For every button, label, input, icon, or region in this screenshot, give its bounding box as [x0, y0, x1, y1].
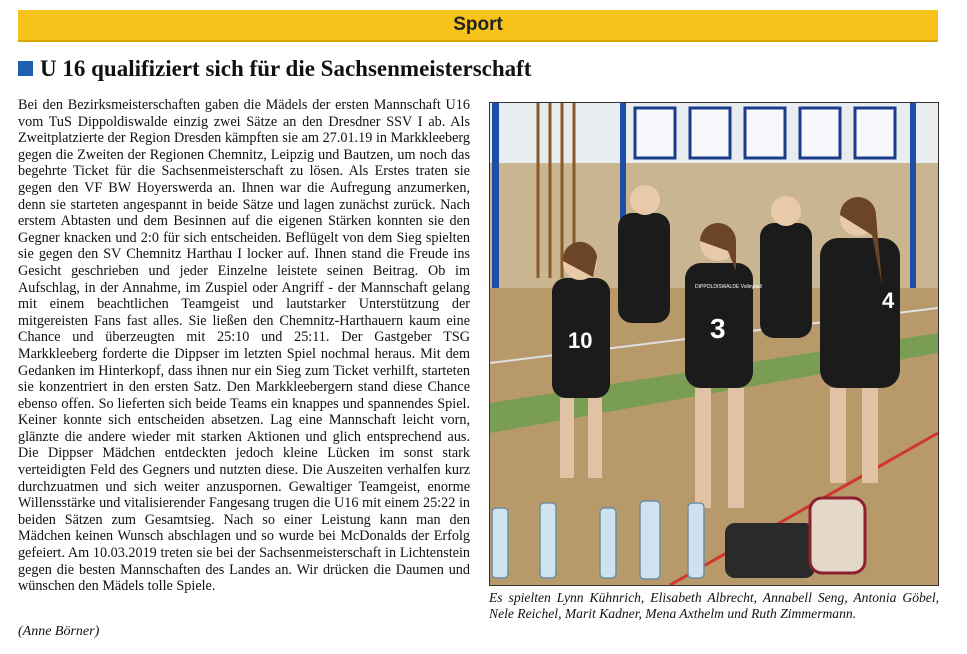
- article-headline: [18, 54, 918, 84]
- title-square-icon: [18, 61, 33, 76]
- jersey-team-text: DIPPOLDISWALDE Volleyball: [695, 284, 762, 290]
- article-author: (Anne Börner): [18, 624, 100, 639]
- jersey-number-3: 3: [710, 313, 726, 344]
- jersey-number-4: 4: [882, 288, 895, 313]
- team-photo: [489, 102, 939, 586]
- article-title: U 16 qualifiziert sich für die Sachsenmeisterschaft: [40, 56, 532, 81]
- section-label: Sport: [453, 14, 503, 35]
- team-photo-illustration: [490, 103, 938, 585]
- photo-caption: Es spielten Lynn Kühnrich, Elisabeth Albrecht, Annabell Seng, Antonia Göbel, Nele Reichel, Marit Kadner, Mena Axthelm und Ruth Zimmermann.: [489, 590, 939, 621]
- article-body: Bei den Bezirksmeisterschaften gaben die Mädels der ersten Mannschaft U16 vom TuS Dippoldiswalde einzig zwei Sätze an den Dresdner SSV I ab. Als Zweitplatzierte der Region Dresden kämpften sie am 27.01.19 in Markkleeberg gegen die Zweiten der Regionen Chemnitz, Leipzig und Bautzen, um noch das begehrte Ticket für die Sachsenmeisterschaft zu lösen. Als Erstes traten sie gegen den VF BW Hoyerswerda an. Ihnen war die Aufregung anzumerken, denn sie starteten angespannt in beide Sätze und lagen zunächst zurück. Nach erstem Abtasten und dem Besinnen auf die eigenen Stärken konnten sie den Gegner knacken und 2:0 für sich entscheiden. Beflügelt von dem Sieg spielten sie gegen den SV Chemnitz Harthau I locker auf. Ihnen stand die Freude ins Gesicht geschrieben und jeder Einzelne leistete seinen Beitrag. Ob im Aufschlag, in der Annahme, im Zuspiel oder Angriff - der Mannschaft gelang mit einem beachtlichen Teamgeist und lautstarker Unterstützung der mitgereisten Fans fast alles. Sie ließen den Chemnitz-Harthauern kaum eine Chance und überzeugten mit 25:10 und 25:11. Der Gastgeber TSG Markkleeberg forderte die Dippser im letzten Spiel nochmal heraus. Mit dem Gedanken im Hinterkopf, dass ihnen nur ein Sieg zum Ticket verhilft, starteten sie konzentriert in den ersten Satz. Den Markkleebergern stand diese Chance ebenso offen. So lieferten sich beide Teams ein knappes und spannendes Spiel. Keiner konnte sich entscheiden absetzen. Lag eine Mannschaft leicht vorn, glänzte die andere wieder mit starken Aktionen und glich entsprechend aus. Die Dippser Mädchen entdeckten jedoch kleine Lücken im sonst stark verteidigten Feld des Gegners und nutzten diese. Die Auszeiten verhalfen kurz durchzuatmen und sich weiter anzuspornen. Gewaltiger Teamgeist, enorme Willensstärke und vitalisierender Fangesang trugen die U16 mit einem 25:22 in beiden Sätzen zum Gesamtsieg. Nach so einer Leistung kann man den Mädchen keinen Wunsch abschlagen und so wurde bei McDonalds der Erfolg gefeiert. Am 10.03.2019 treten sie bei der Sachsenmeisterschaft in Lichtenstein gegen die besten Mannschaften des Landes an. Wir drücken die Daumen und wünschen den Mädels tolle Spiele.: [18, 97, 470, 595]
- jersey-number-10: 10: [568, 328, 593, 353]
- section-header-bar: [18, 10, 938, 42]
